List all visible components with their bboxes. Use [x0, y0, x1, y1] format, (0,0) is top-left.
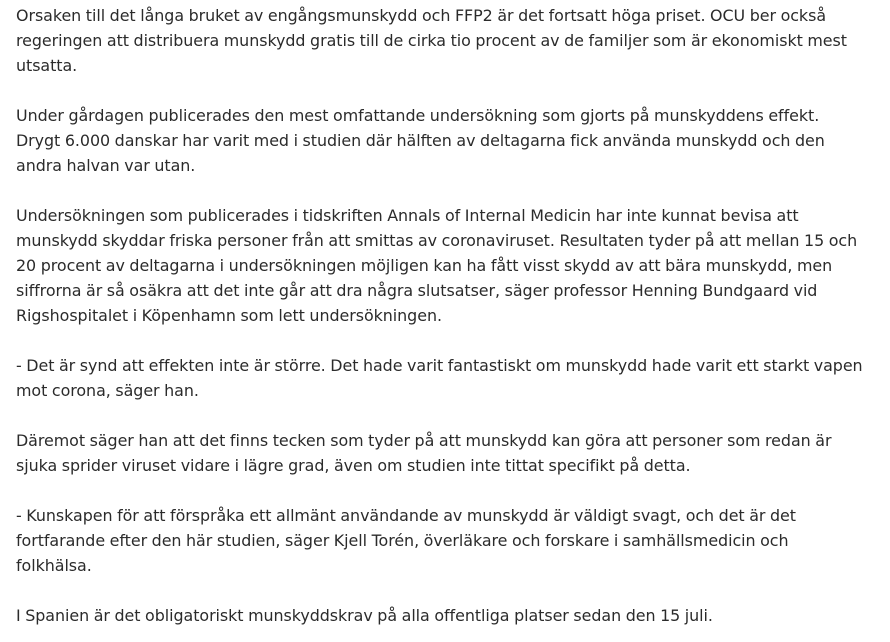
text-line: andra halvan var utan. — [16, 156, 196, 175]
text-line: Drygt 6.000 danskar har varit med i studien där hälften av deltagarna fick använda munskydd och den — [16, 131, 825, 150]
text-line: fortfarande efter den här studien, säger Kjell Torén, överläkare och forskare i samhällsmedicin och — [16, 531, 789, 550]
text-line: mot corona, säger han. — [16, 381, 199, 400]
text-line: Däremot säger han att det finns tecken som tyder på att munskydd kan göra att personer som redan är — [16, 431, 832, 450]
text-line: - Det är synd att effekten inte är större. Det hade varit fantastiskt om munskydd hade varit ett starkt vapen — [16, 356, 863, 375]
paragraph-quote-bundgaard — [16, 353, 882, 403]
paragraph-study-published — [16, 103, 882, 178]
paragraph-signs — [16, 428, 882, 478]
text-line: Rigshospitalet i Köpenhamn som lett undersökningen. — [16, 306, 442, 325]
paragraph-spain — [16, 603, 882, 628]
text-line: utsatta. — [16, 56, 78, 75]
text-line: - Kunskapen för att förspråka ett allmänt användande av munskydd är väldigt svagt, och det är det — [16, 506, 796, 525]
text-line: regeringen att distribuera munskydd gratis till de cirka tio procent av de familjer som är ekonomiskt mest — [16, 31, 847, 50]
text-line: Undersökningen som publicerades i tidskriften Annals of Internal Medicin har inte kunnat bevisa att — [16, 206, 799, 225]
paragraph-price-reason — [16, 3, 882, 78]
paragraph-study-results — [16, 203, 882, 328]
text-line: folkhälsa. — [16, 556, 92, 575]
text-line: I Spanien är det obligatoriskt munskyddskrav på alla offentliga platser sedan den 15 juli. — [16, 606, 713, 625]
text-line: munskydd skyddar friska personer från att smittas av coronaviruset. Resultaten tyder på att mellan 15 och — [16, 231, 858, 250]
text-line: 20 procent av deltagarna i undersökningen möjligen kan ha fått visst skydd av att bära munskydd, men — [16, 256, 833, 275]
text-line: Under gårdagen publicerades den mest omfattande undersökning som gjorts på munskyddens effekt. — [16, 106, 820, 125]
text-line: siffrorna är så osäkra att det inte går att dra några slutsatser, säger professor Henning Bundgaard vid — [16, 281, 818, 300]
paragraph-quote-toren — [16, 503, 882, 578]
text-line: sjuka sprider viruset vidare i lägre grad, även om studien inte tittat specifikt på detta. — [16, 456, 691, 475]
text-line: Orsaken till det långa bruket av engångsmunskydd och FFP2 är det fortsatt höga priset. OCU ber också — [16, 6, 827, 25]
